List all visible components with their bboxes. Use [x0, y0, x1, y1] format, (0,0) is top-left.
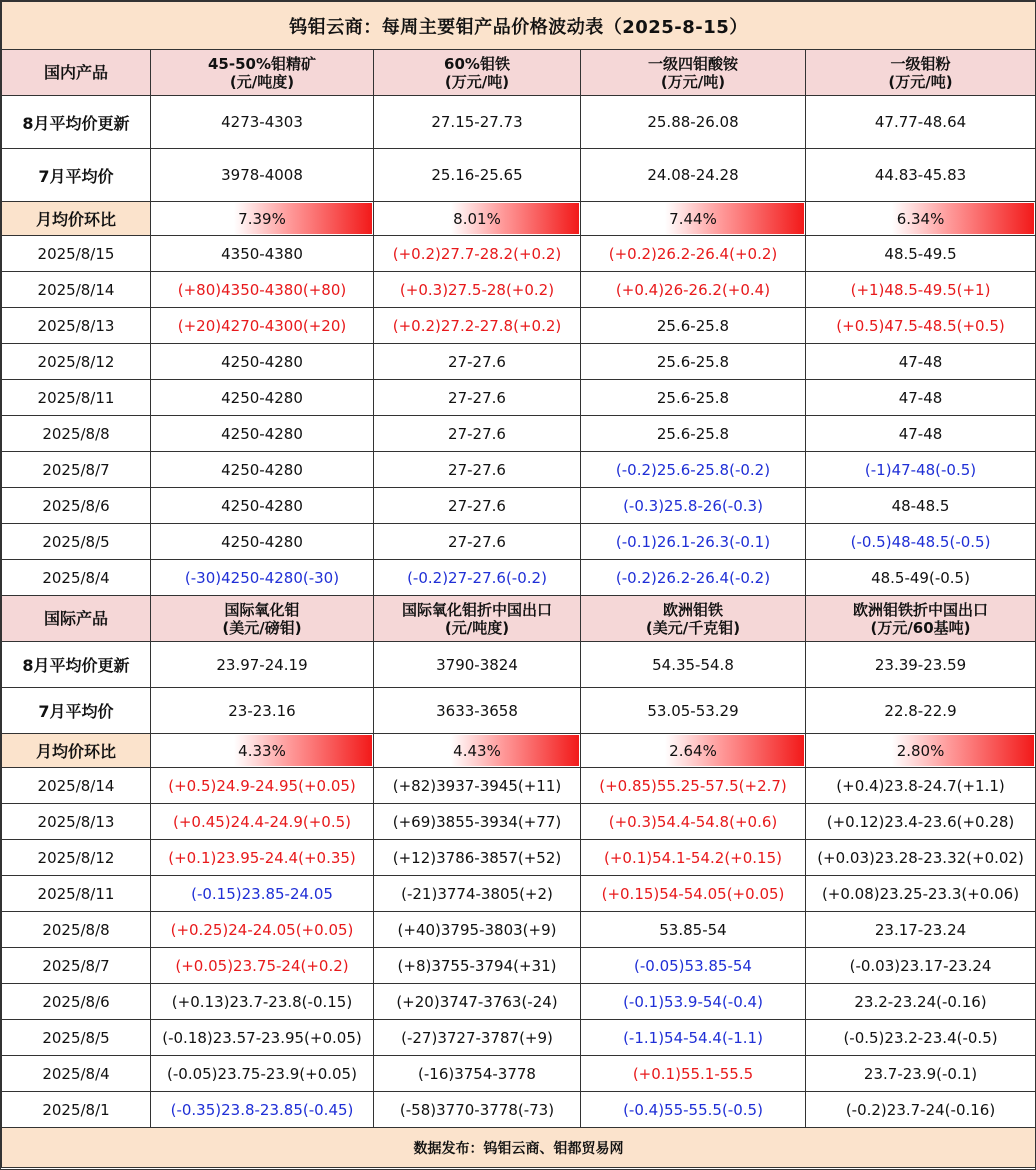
row-label: 月均价环比 [2, 734, 151, 768]
price-cell: (+0.1)55.1-55.5 [581, 1056, 806, 1092]
price-cell: (+0.3)54.4-54.8(+0.6) [581, 804, 806, 840]
price-cell: (-16)3754-3778 [374, 1056, 581, 1092]
price-cell: (-0.4)55-55.5(-0.5) [581, 1092, 806, 1128]
price-cell: (-1)47-48(-0.5) [806, 452, 1036, 488]
title-row [2, 2, 1036, 50]
ratio-cell [151, 202, 374, 236]
date-cell: 2025/8/14 [2, 272, 151, 308]
price-cell: (+20)3747-3763(-24) [374, 984, 581, 1020]
column-name: 国际氧化钼折中国出口 [401, 600, 552, 619]
column-unit: (万元/吨) [888, 72, 953, 91]
international-column-header [806, 596, 1036, 642]
average-cell: 47.77-48.64 [806, 96, 1036, 149]
table-title: 钨钼云商：每周主要钼产品价格波动表（2025-8-15） [2, 2, 1036, 50]
table-row [2, 1092, 1036, 1128]
price-cell: (+0.45)24.4-24.9(+0.5) [151, 804, 374, 840]
table-row [2, 804, 1036, 840]
price-cell: (+8)3755-3794(+31) [374, 948, 581, 984]
ratio-value: 4.43% [453, 741, 501, 760]
price-cell: (+12)3786-3857(+52) [374, 840, 581, 876]
ratio-value: 2.64% [669, 741, 717, 760]
domestic-column-header [806, 50, 1036, 96]
price-cell: (-0.03)23.17-23.24 [806, 948, 1036, 984]
price-cell: 27-27.6 [374, 452, 581, 488]
price-cell: (+0.13)23.7-23.8(-0.15) [151, 984, 374, 1020]
international-column-header [151, 596, 374, 642]
column-name: 一级钼粉 [890, 54, 951, 73]
table-row [2, 984, 1036, 1020]
price-cell: 4250-4280 [151, 344, 374, 380]
column-name: 国际氧化钼 [224, 600, 300, 619]
price-cell: (-0.2)23.7-24(-0.16) [806, 1092, 1036, 1128]
price-cell: (-0.3)25.8-26(-0.3) [581, 488, 806, 524]
date-cell: 2025/8/6 [2, 984, 151, 1020]
row-label: 7月平均价 [2, 688, 151, 734]
price-cell: 25.6-25.8 [581, 380, 806, 416]
price-table [1, 1, 1036, 1168]
price-cell: (-0.1)53.9-54(-0.4) [581, 984, 806, 1020]
column-unit: (元/吨度) [444, 618, 510, 637]
table-row [2, 524, 1036, 560]
ratio-cell [374, 734, 581, 768]
table-row [2, 308, 1036, 344]
price-cell: (+40)3795-3803(+9) [374, 912, 581, 948]
column-name: 欧洲钼铁 [662, 600, 723, 619]
table-row [2, 840, 1036, 876]
international-jul-average-row [2, 688, 1036, 734]
domestic-aug-average-row [2, 96, 1036, 149]
international-header-row [2, 596, 1036, 642]
price-cell: 4250-4280 [151, 488, 374, 524]
date-cell: 2025/8/4 [2, 560, 151, 596]
price-cell: (-58)3770-3778(-73) [374, 1092, 581, 1128]
domestic-header-row [2, 50, 1036, 96]
table-row [2, 948, 1036, 984]
price-cell: (+0.08)23.25-23.3(+0.06) [806, 876, 1036, 912]
price-cell: 4250-4280 [151, 452, 374, 488]
ratio-value: 7.39% [238, 209, 286, 228]
date-cell: 2025/8/13 [2, 308, 151, 344]
ratio-value: 2.80% [896, 741, 945, 760]
table-row [2, 488, 1036, 524]
price-cell: (+0.1)23.95-24.4(+0.35) [151, 840, 374, 876]
price-cell: (-1.1)54-54.4(-1.1) [581, 1020, 806, 1056]
price-cell: 48.5-49.5 [806, 236, 1036, 272]
price-cell: 25.6-25.8 [581, 416, 806, 452]
column-unit: (美元/磅钼) [222, 618, 302, 637]
price-cell: (+0.1)54.1-54.2(+0.15) [581, 840, 806, 876]
price-cell: 23.17-23.24 [806, 912, 1036, 948]
domestic-jul-average-row [2, 149, 1036, 202]
ratio-cell [581, 734, 806, 768]
date-cell: 2025/8/6 [2, 488, 151, 524]
date-cell: 2025/8/7 [2, 452, 151, 488]
column-name: 45-50%钼精矿 [207, 54, 316, 73]
international-aug-average-row [2, 642, 1036, 688]
average-cell: 23-23.16 [151, 688, 374, 734]
price-cell: 47-48 [806, 344, 1036, 380]
price-cell: 27-27.6 [374, 344, 581, 380]
international-section-label: 国际产品 [2, 596, 151, 642]
price-cell: (+0.4)23.8-24.7(+1.1) [806, 768, 1036, 804]
row-label: 8月平均价更新 [2, 96, 151, 149]
price-cell: (-0.5)48-48.5(-0.5) [806, 524, 1036, 560]
international-ratio-row [2, 734, 1036, 768]
price-cell: (+0.4)26-26.2(+0.4) [581, 272, 806, 308]
price-cell: (-0.5)23.2-23.4(-0.5) [806, 1020, 1036, 1056]
date-cell: 2025/8/4 [2, 1056, 151, 1092]
ratio-value: 7.44% [669, 209, 717, 228]
footer-row [2, 1128, 1036, 1168]
international-column-header [581, 596, 806, 642]
average-cell: 23.97-24.19 [151, 642, 374, 688]
date-cell: 2025/8/11 [2, 876, 151, 912]
price-cell: 27-27.6 [374, 488, 581, 524]
price-cell: 27-27.6 [374, 380, 581, 416]
table-row [2, 876, 1036, 912]
domestic-column-header [581, 50, 806, 96]
average-cell: 3633-3658 [374, 688, 581, 734]
price-cell: 4250-4280 [151, 380, 374, 416]
average-cell: 27.15-27.73 [374, 96, 581, 149]
column-unit: (美元/千克钼) [645, 618, 741, 637]
table-row [2, 272, 1036, 308]
price-cell: 48.5-49(-0.5) [806, 560, 1036, 596]
price-cell: (-0.35)23.8-23.85(-0.45) [151, 1092, 374, 1128]
price-cell: 47-48 [806, 380, 1036, 416]
date-cell: 2025/8/11 [2, 380, 151, 416]
price-cell: (+0.85)55.25-57.5(+2.7) [581, 768, 806, 804]
ratio-cell [374, 202, 581, 236]
table-row [2, 452, 1036, 488]
average-cell: 53.05-53.29 [581, 688, 806, 734]
date-cell: 2025/8/8 [2, 416, 151, 452]
average-cell: 44.83-45.83 [806, 149, 1036, 202]
price-cell: (-21)3774-3805(+2) [374, 876, 581, 912]
price-cell: (-0.18)23.57-23.95(+0.05) [151, 1020, 374, 1056]
price-cell: (-0.2)25.6-25.8(-0.2) [581, 452, 806, 488]
price-cell: (+0.05)23.75-24(+0.2) [151, 948, 374, 984]
price-cell: (+0.12)23.4-23.6(+0.28) [806, 804, 1036, 840]
price-cell: (-0.2)26.2-26.4(-0.2) [581, 560, 806, 596]
table-row [2, 912, 1036, 948]
table-row [2, 1020, 1036, 1056]
price-cell: 48-48.5 [806, 488, 1036, 524]
price-cell: (+0.5)47.5-48.5(+0.5) [806, 308, 1036, 344]
ratio-cell [806, 202, 1036, 236]
table-row [2, 1056, 1036, 1092]
price-cell: (+80)4350-4380(+80) [151, 272, 374, 308]
table-row [2, 560, 1036, 596]
date-cell: 2025/8/7 [2, 948, 151, 984]
column-unit: (万元/吨) [444, 72, 510, 91]
column-name: 欧洲钼铁折中国出口 [853, 600, 989, 619]
ratio-value: 4.33% [238, 741, 286, 760]
average-cell: 25.16-25.65 [374, 149, 581, 202]
price-cell: (+0.2)27.7-28.2(+0.2) [374, 236, 581, 272]
column-unit: (万元/60基吨) [870, 618, 971, 637]
date-cell: 2025/8/12 [2, 840, 151, 876]
row-label: 月均价环比 [2, 202, 151, 236]
average-cell: 22.8-22.9 [806, 688, 1036, 734]
price-cell: (+0.03)23.28-23.32(+0.02) [806, 840, 1036, 876]
price-cell: 23.2-23.24(-0.16) [806, 984, 1036, 1020]
date-cell: 2025/8/12 [2, 344, 151, 380]
price-cell: 23.7-23.9(-0.1) [806, 1056, 1036, 1092]
date-cell: 2025/8/15 [2, 236, 151, 272]
table-row [2, 236, 1036, 272]
date-cell: 2025/8/13 [2, 804, 151, 840]
price-cell: (-0.05)23.75-23.9(+0.05) [151, 1056, 374, 1092]
table-row [2, 344, 1036, 380]
average-cell: 3978-4008 [151, 149, 374, 202]
ratio-cell [151, 734, 374, 768]
price-cell: (+20)4270-4300(+20) [151, 308, 374, 344]
price-cell: (-0.1)26.1-26.3(-0.1) [581, 524, 806, 560]
average-cell: 24.08-24.28 [581, 149, 806, 202]
price-cell: 27-27.6 [374, 416, 581, 452]
price-cell: 53.85-54 [581, 912, 806, 948]
price-cell: (+0.2)27.2-27.8(+0.2) [374, 308, 581, 344]
ratio-value: 6.34% [896, 209, 945, 228]
price-cell: 25.6-25.8 [581, 308, 806, 344]
price-cell: (-0.05)53.85-54 [581, 948, 806, 984]
table-row [2, 380, 1036, 416]
average-cell: 4273-4303 [151, 96, 374, 149]
footer-source: 数据发布：钨钼云商、钼都贸易网 [2, 1128, 1036, 1168]
price-cell: (-0.2)27-27.6(-0.2) [374, 560, 581, 596]
average-cell: 3790-3824 [374, 642, 581, 688]
table-row [2, 416, 1036, 452]
price-cell: 25.6-25.8 [581, 344, 806, 380]
price-cell: (+0.5)24.9-24.95(+0.05) [151, 768, 374, 804]
date-cell: 2025/8/1 [2, 1092, 151, 1128]
average-cell: 54.35-54.8 [581, 642, 806, 688]
domestic-section-label: 国内产品 [2, 50, 151, 96]
price-cell: (+0.25)24-24.05(+0.05) [151, 912, 374, 948]
average-cell: 25.88-26.08 [581, 96, 806, 149]
column-name: 一级四钼酸铵 [647, 54, 738, 73]
column-unit: (万元/吨) [660, 72, 726, 91]
row-label: 8月平均价更新 [2, 642, 151, 688]
table-row [2, 768, 1036, 804]
price-cell: (+82)3937-3945(+11) [374, 768, 581, 804]
column-name: 60%钼铁 [444, 54, 510, 73]
price-cell: (+0.15)54-54.05(+0.05) [581, 876, 806, 912]
price-cell: 4350-4380 [151, 236, 374, 272]
ratio-cell [581, 202, 806, 236]
price-cell: (+0.3)27.5-28(+0.2) [374, 272, 581, 308]
price-cell: (-0.15)23.85-24.05 [151, 876, 374, 912]
international-column-header [374, 596, 581, 642]
price-cell: (-27)3727-3787(+9) [374, 1020, 581, 1056]
ratio-cell [806, 734, 1036, 768]
price-cell: (-30)4250-4280(-30) [151, 560, 374, 596]
average-cell: 23.39-23.59 [806, 642, 1036, 688]
date-cell: 2025/8/14 [2, 768, 151, 804]
row-label: 7月平均价 [2, 149, 151, 202]
domestic-ratio-row [2, 202, 1036, 236]
price-cell: 4250-4280 [151, 524, 374, 560]
domestic-column-header [151, 50, 374, 96]
price-cell: (+1)48.5-49.5(+1) [806, 272, 1036, 308]
domestic-column-header [374, 50, 581, 96]
price-cell: 47-48 [806, 416, 1036, 452]
date-cell: 2025/8/8 [2, 912, 151, 948]
column-unit: (元/吨度) [229, 72, 295, 91]
price-cell: 4250-4280 [151, 416, 374, 452]
price-cell: (+0.2)26.2-26.4(+0.2) [581, 236, 806, 272]
ratio-value: 8.01% [453, 209, 501, 228]
price-cell: 27-27.6 [374, 524, 581, 560]
date-cell: 2025/8/5 [2, 1020, 151, 1056]
date-cell: 2025/8/5 [2, 524, 151, 560]
price-cell: (+69)3855-3934(+77) [374, 804, 581, 840]
